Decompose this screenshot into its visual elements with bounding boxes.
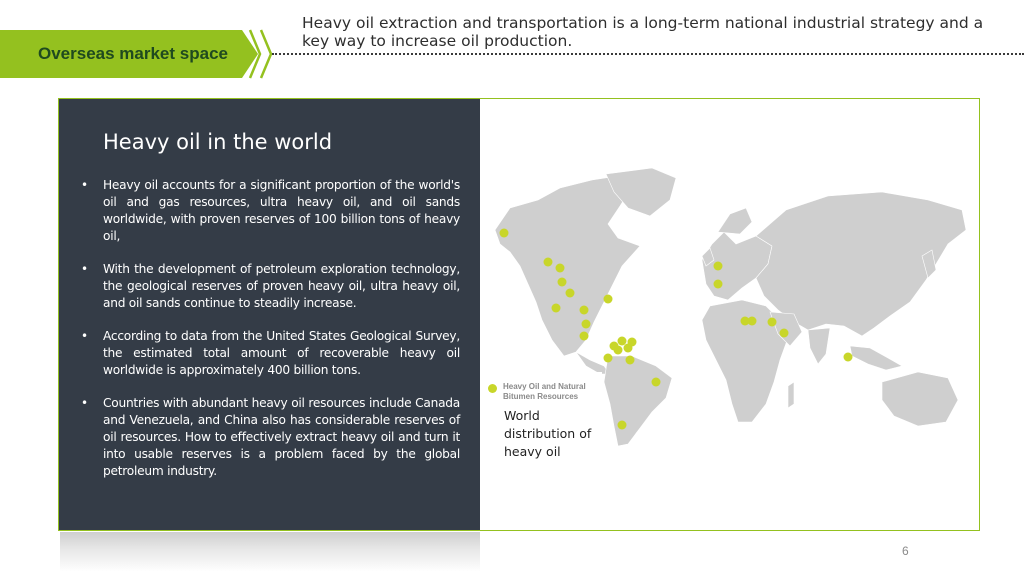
panel-reflection — [60, 532, 480, 572]
bullet-list — [78, 177, 460, 496]
legend-label: Heavy Oil and Natural Bitumen Resources — [503, 382, 586, 401]
marker — [618, 421, 627, 430]
page-title: Heavy oil extraction and transportation is a long-term national industrial strategy and a key way to increase oil production. — [302, 14, 984, 50]
marker — [544, 258, 553, 267]
scandinavia-shape — [718, 208, 752, 234]
marker — [614, 346, 623, 355]
marker — [748, 317, 757, 326]
title-divider — [272, 53, 1024, 55]
bullet-item: • Countries with abundant heavy oil resources include Canada and Venezuela, and China also has considerable reserves of oil resources. How to effectively extract heavy oil and turn it into usable reserves is a problem faced by the global petroleum industry. — [81, 396, 460, 478]
bullet-text: According to data from the United States Geological Survey, the estimated total amount of recoverable heavy oil worldwide is approximately 400 billion tons. — [103, 329, 460, 377]
bullet-text: Countries with abundant heavy oil resources include Canada and Venezuela, and China also has considerable reserves of oil resources. How to effectively extract heavy oil and turn it into usable reserves is a problem faced by the global petroleum industry. — [103, 396, 460, 478]
marker — [500, 229, 509, 238]
marker — [580, 306, 589, 315]
marker — [604, 295, 613, 304]
map-caption: World distribution of heavy oil — [504, 408, 592, 459]
marker — [652, 378, 661, 387]
bullet-item: • With the development of petroleum exploration technology, the geological reserves of proven heavy oil, ultra heavy oil, and oil sands continue to steadily increase. — [81, 262, 460, 310]
bullet-text: With the development of petroleum exploration technology, the geological reserves of proven heavy oil, ultra heavy oil, and oil sands continue to steadily increase. — [103, 262, 460, 310]
bullet-item: • According to data from the United States Geological Survey, the estimated total amount of recoverable heavy oil worldwide is approximately 400 billion tons. — [81, 329, 460, 377]
section-tab-label: Overseas market space — [38, 44, 228, 63]
marker — [626, 356, 635, 365]
bullet-text: Heavy oil accounts for a significant proportion of the world's oil and gas resources, ultra heavy oil, and oil sands worldwide, with proven reserves of 100 billion tons of heavy oil, — [103, 178, 460, 243]
legend-marker-icon — [488, 384, 497, 393]
marker — [780, 329, 789, 338]
marker — [556, 264, 565, 273]
chevron-right-icon — [259, 28, 273, 80]
marker — [844, 353, 853, 362]
south-america-shape — [604, 356, 672, 446]
marker — [768, 318, 777, 327]
marker — [582, 320, 591, 329]
australia-shape — [882, 372, 958, 426]
marker — [714, 262, 723, 271]
page-number: 6 — [902, 544, 909, 558]
madagascar-shape — [788, 382, 794, 408]
marker — [580, 332, 589, 341]
marker — [558, 278, 567, 287]
bullet-item: • Heavy oil accounts for a significant proportion of the world's oil and gas resources, ultra heavy oil, and oil sands worldwide, with proven reserves of 100 billion tons of heavy oil, — [81, 178, 460, 243]
india-shape — [808, 328, 830, 364]
marker — [624, 344, 633, 353]
marker — [618, 337, 627, 346]
marker — [714, 280, 723, 289]
panel-title: Heavy oil in the world — [103, 130, 333, 154]
marker — [552, 304, 561, 313]
se-asia-islands-shape — [850, 346, 902, 370]
marker — [566, 289, 575, 298]
north-america-shape — [495, 176, 640, 356]
marker — [604, 354, 613, 363]
